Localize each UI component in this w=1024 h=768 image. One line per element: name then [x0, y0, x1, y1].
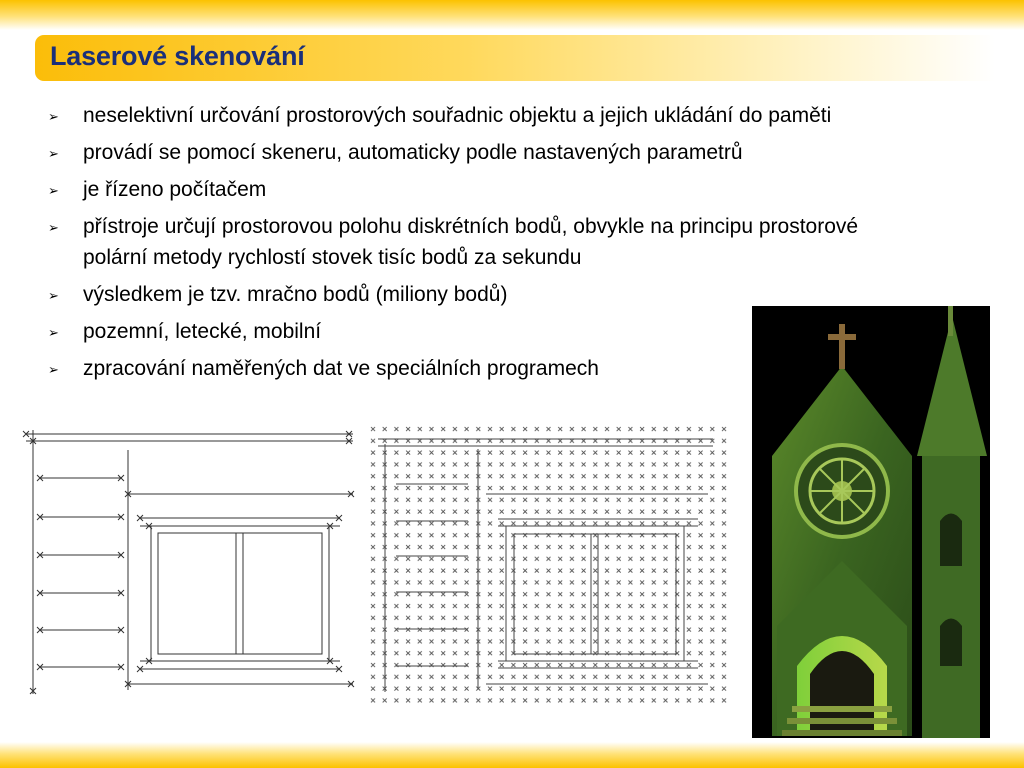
top-gradient-band: [0, 0, 1024, 30]
bullet-item: [43, 137, 923, 168]
arrowhead-bullet-icon: ➢: [48, 288, 59, 303]
arrowhead-bullet-icon: ➢: [48, 362, 59, 377]
slide-title: Laserové skenování: [50, 41, 305, 71]
arrowhead-bullet-icon: ➢: [48, 325, 59, 340]
bullet-text: neselektivní určování prostorových souřadnic objektu a jejich ukládání do paměti: [83, 104, 832, 127]
arrowhead-bullet-icon: ➢: [48, 109, 59, 124]
bottom-gradient-band: [0, 742, 1024, 768]
bullet-text: zpracování naměřených dat ve speciálních programech: [83, 357, 599, 380]
line-drawing-with-measured-points-diagram: [18, 422, 363, 702]
bullet-text: provádí se pomocí skeneru, automaticky podle nastavených parametrů: [83, 141, 743, 164]
arrowhead-bullet-icon: ➢: [48, 183, 59, 198]
point-grid-drawing-diagram: [368, 424, 730, 708]
bullet-item: [43, 100, 923, 131]
bullet-text: je řízeno počítačem: [83, 178, 267, 201]
church-point-cloud-image: [752, 306, 990, 738]
bullet-item: [43, 211, 923, 273]
arrowhead-bullet-icon: ➢: [48, 146, 59, 161]
bullet-text: výsledkem je tzv. mračno bodů (miliony bodů): [83, 283, 508, 306]
bullet-item: [43, 174, 923, 205]
bullet-text: přístroje určují prostorovou polohu diskrétních bodů, obvykle na principu prostorové polární metody rychlostí stovek tisíc bodů za sekundu: [83, 215, 859, 269]
bullet-text: pozemní, letecké, mobilní: [83, 320, 322, 343]
arrowhead-bullet-icon: ➢: [48, 220, 59, 235]
